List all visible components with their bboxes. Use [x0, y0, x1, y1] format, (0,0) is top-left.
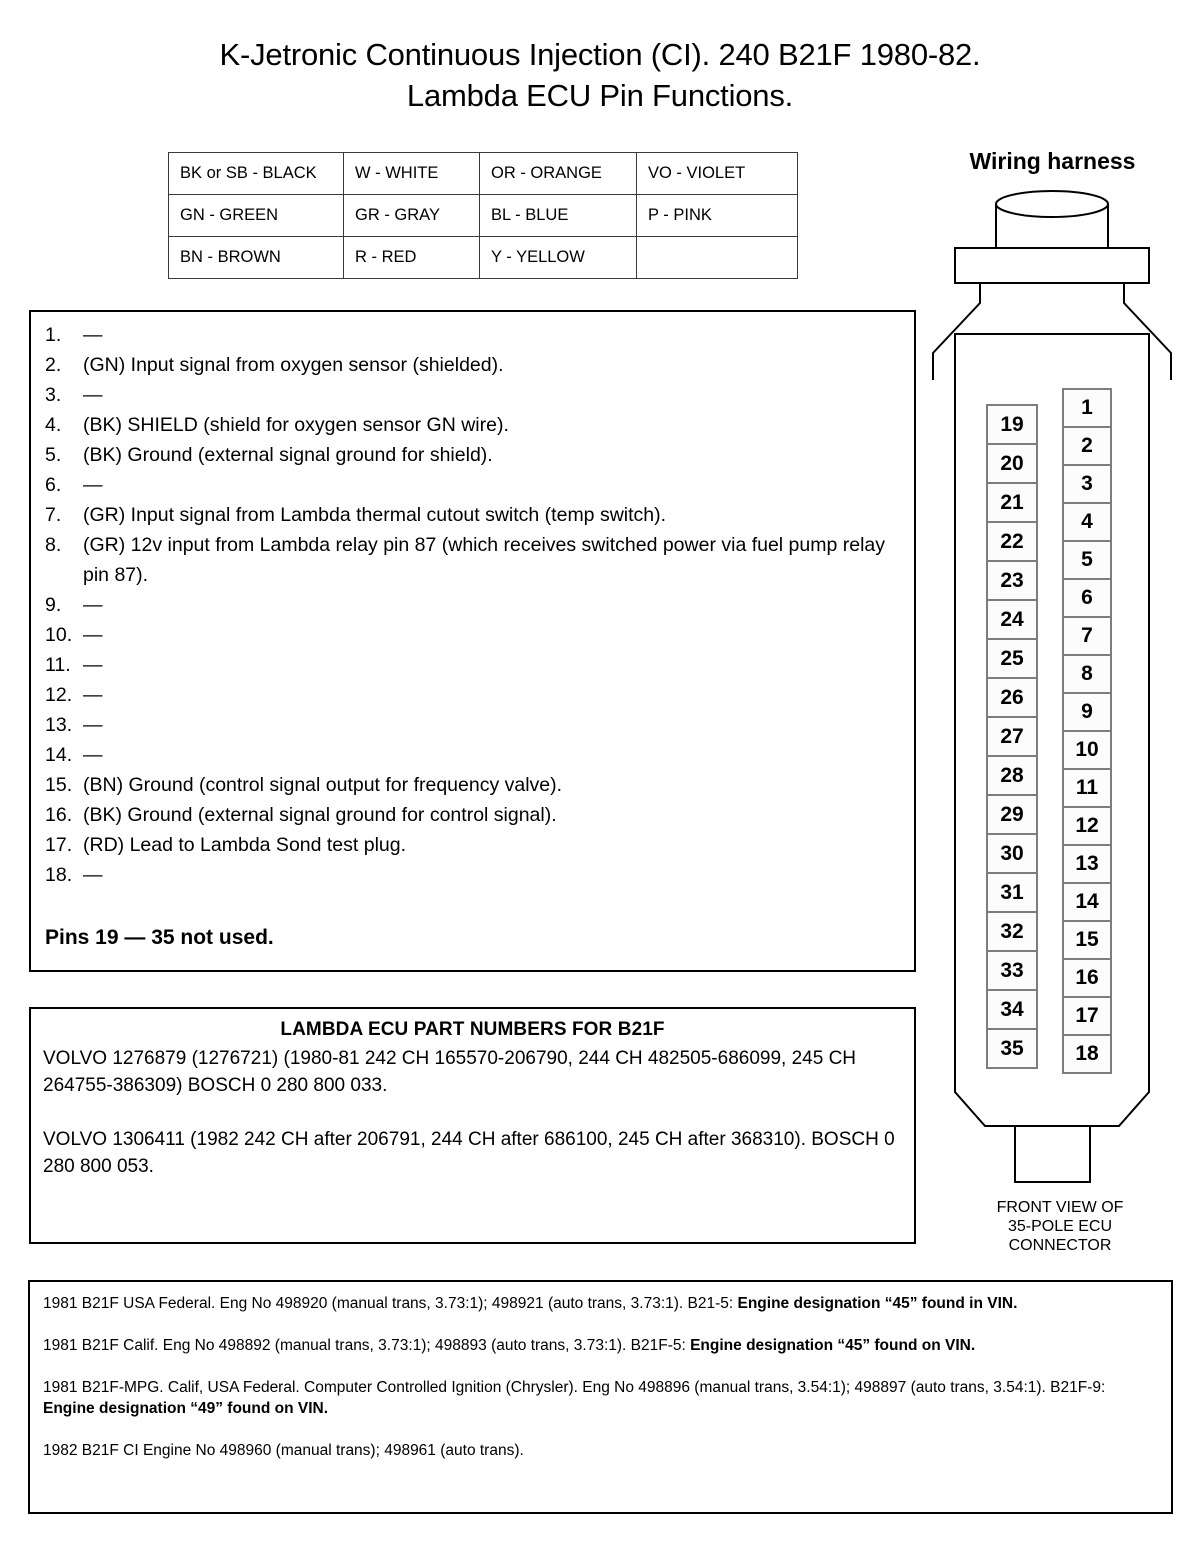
pin-number: 12. [45, 684, 73, 706]
engine-note-text: 1981 B21F Calif. Eng No 498892 (manual trans, 3.73:1); 498893 (auto trans, 3.73:1). B21F-5: [43, 1337, 691, 1354]
connector-pin-32: 32 [986, 911, 1038, 952]
pin-description: (BN) Ground (control signal output for frequency valve). [83, 774, 563, 796]
pin-description: — [83, 624, 103, 646]
page-title [0, 34, 1200, 116]
wire-color-legend-table [168, 152, 798, 279]
connector-pin-2: 2 [1062, 426, 1112, 466]
connector-pin-30: 30 [986, 833, 1038, 874]
legend-cell: W - WHITE [344, 153, 480, 195]
legend-cell: OR - ORANGE [480, 153, 637, 195]
connector-pin-11: 11 [1062, 768, 1112, 808]
connector-pin-26: 26 [986, 677, 1038, 718]
pin-function-row [45, 620, 905, 650]
pin-function-row [45, 500, 905, 530]
caption-line-3: CONNECTOR [1008, 1237, 1112, 1254]
connector-pin-20: 20 [986, 443, 1038, 484]
pin-number: 13. [45, 714, 73, 736]
pin-number: 9. [45, 594, 62, 616]
connector-bottom-stub [1015, 1126, 1090, 1182]
connector-pin-33: 33 [986, 950, 1038, 991]
connector-pin-19: 19 [986, 404, 1038, 445]
title-line-2: Lambda ECU Pin Functions. [406, 78, 794, 113]
pin-function-row [45, 770, 905, 800]
pin-function-row [45, 530, 905, 590]
pin-description: (BK) Ground (external signal ground for control signal). [83, 804, 557, 826]
pin-description: (GN) Input signal from oxygen sensor (shielded). [83, 354, 504, 376]
cable-top-ellipse [996, 191, 1108, 217]
pin-description: — [83, 474, 103, 496]
pin-number: 14. [45, 744, 73, 766]
pin-description: (RD) Lead to Lambda Sond test plug. [83, 834, 407, 856]
pin-number: 7. [45, 504, 62, 526]
legend-cell: Y - YELLOW [480, 237, 637, 279]
legend-cell [637, 237, 798, 279]
pin-description: (GR) Input signal from Lambda thermal cutout switch (temp switch). [83, 504, 667, 526]
table-row [169, 153, 798, 195]
connector-pin-18: 18 [1062, 1034, 1112, 1074]
legend-cell: R - RED [344, 237, 480, 279]
pin-description: (BK) Ground (external signal ground for shield). [83, 444, 493, 466]
pin-function-row [45, 800, 905, 830]
pin-description: — [83, 744, 103, 766]
engine-note-text: 1981 B21F-MPG. Calif, USA Federal. Computer Controlled Ignition (Chrysler). Eng No 498896 (manual trans, 3.54:1); 498897 (auto trans, 3.54:1). B21F-9: [43, 1379, 1106, 1396]
pin-function-row [45, 860, 905, 890]
pin-column-right [1062, 388, 1112, 1074]
table-row [169, 237, 798, 279]
caption-line-1: FRONT VIEW OF [996, 1199, 1124, 1216]
connector-pin-13: 13 [1062, 844, 1112, 884]
pin-description: — [83, 714, 103, 736]
legend-cell: P - PINK [637, 195, 798, 237]
engine-notes-list [43, 1293, 1158, 1482]
connector-pin-14: 14 [1062, 882, 1112, 922]
pin-description: — [83, 324, 103, 346]
legend-cell: GR - GRAY [344, 195, 480, 237]
pin-description: — [83, 864, 103, 886]
pin-function-row [45, 830, 905, 860]
pin-description: (GR) 12v input from Lambda relay pin 87 (which receives switched power via fuel pump relay pin 87). [83, 534, 886, 586]
ecu-connector-diagram [905, 148, 1200, 1263]
pin-function-row [45, 740, 905, 770]
engine-designation-emphasis: Engine designation “45” found in VIN. [737, 1295, 1018, 1312]
part-numbers-heading: LAMBDA ECU PART NUMBERS FOR B21F [280, 1019, 665, 1040]
connector-pin-16: 16 [1062, 958, 1112, 998]
connector-pin-21: 21 [986, 482, 1038, 523]
part-numbers-paragraph: VOLVO 1276879 (1276721) (1980-81 242 CH 165570-206790, 244 CH 482505-686099, 245 CH 264755-386309) BOSCH 0 280 800 033. [43, 1048, 857, 1096]
legend-cell: BL - BLUE [480, 195, 637, 237]
engine-designation-emphasis: Engine designation “49” found on VIN. [43, 1400, 329, 1417]
connector-pin-15: 15 [1062, 920, 1112, 960]
connector-pin-17: 17 [1062, 996, 1112, 1036]
connector-pin-3: 3 [1062, 464, 1112, 504]
part-numbers-box [29, 1007, 916, 1244]
pin-function-row [45, 680, 905, 710]
engine-note [43, 1377, 1158, 1419]
pin-number: 10. [45, 624, 73, 646]
connector-body [955, 334, 1149, 1126]
connector-pin-29: 29 [986, 794, 1038, 835]
pin-functions-list [45, 320, 905, 890]
legend-cell: BN - BROWN [169, 237, 344, 279]
engine-note-text: 1981 B21F USA Federal. Eng No 498920 (manual trans, 3.73:1); 498921 (auto trans, 3.73:1). B21-5: [43, 1295, 738, 1312]
connector-pin-23: 23 [986, 560, 1038, 601]
connector-pin-25: 25 [986, 638, 1038, 679]
pin-description: — [83, 594, 103, 616]
pin-description: — [83, 684, 103, 706]
pin-function-row [45, 320, 905, 350]
pin-number: 15. [45, 774, 73, 796]
legend-cell: BK or SB - BLACK [169, 153, 344, 195]
engine-note [43, 1440, 1158, 1461]
connector-pin-8: 8 [1062, 654, 1112, 694]
engine-note [43, 1335, 1158, 1356]
legend-cell: GN - GREEN [169, 195, 344, 237]
pin-function-row [45, 650, 905, 680]
pin-number: 4. [45, 414, 62, 436]
pin-number: 17. [45, 834, 73, 856]
pins-not-used-note: Pins 19 — 35 not used. [45, 926, 274, 949]
caption-line-2: 35-POLE ECU [1007, 1218, 1113, 1235]
pin-description: — [83, 654, 103, 676]
part-numbers-paragraph: VOLVO 1306411 (1982 242 CH after 206791, 244 CH after 686100, 245 CH after 368310). BOSCH 0 280 800 053. [43, 1129, 895, 1177]
pin-function-row [45, 470, 905, 500]
connector-pin-4: 4 [1062, 502, 1112, 542]
title-line-1: K-Jetronic Continuous Injection (CI). 240 B21F 1980-82. [219, 37, 981, 72]
engine-designation-emphasis: Engine designation “45” found on VIN. [690, 1337, 976, 1354]
pin-function-row [45, 710, 905, 740]
connector-pin-6: 6 [1062, 578, 1112, 618]
legend-cell: VO - VIOLET [637, 153, 798, 195]
wiring-harness-label: Wiring harness [969, 148, 1136, 174]
pin-description: — [83, 384, 103, 406]
pin-number: 1. [45, 324, 62, 346]
connector-pin-28: 28 [986, 755, 1038, 796]
connector-pin-9: 9 [1062, 692, 1112, 732]
pin-number: 5. [45, 444, 62, 466]
connector-pin-34: 34 [986, 989, 1038, 1030]
engine-note-text: 1982 B21F CI Engine No 498960 (manual trans); 498961 (auto trans). [43, 1442, 524, 1459]
connector-pin-12: 12 [1062, 806, 1112, 846]
connector-pin-27: 27 [986, 716, 1038, 757]
connector-pin-31: 31 [986, 872, 1038, 913]
connector-pin-35: 35 [986, 1028, 1038, 1069]
connector-pin-5: 5 [1062, 540, 1112, 580]
pin-function-row [45, 440, 905, 470]
connector-pin-1: 1 [1062, 388, 1112, 428]
pin-functions-box [29, 310, 916, 972]
pin-description: (BK) SHIELD (shield for oxygen sensor GN wire). [83, 414, 509, 436]
connector-pin-7: 7 [1062, 616, 1112, 656]
paragraph-spacer [43, 1099, 905, 1126]
pin-number: 6. [45, 474, 62, 496]
engine-notes-box [28, 1280, 1173, 1514]
pin-function-row [45, 350, 905, 380]
pin-number: 2. [45, 354, 62, 376]
connector-caption [965, 1198, 1155, 1255]
connector-outline-graphic [905, 148, 1200, 1263]
table-row [169, 195, 798, 237]
legend-body [169, 153, 798, 279]
pin-number: 3. [45, 384, 62, 406]
engine-note [43, 1293, 1158, 1314]
pin-column-left [986, 404, 1038, 1069]
pin-number: 18. [45, 864, 73, 886]
pin-function-row [45, 380, 905, 410]
connector-pin-24: 24 [986, 599, 1038, 640]
pin-number: 11. [45, 654, 71, 676]
pin-function-row [45, 590, 905, 620]
part-numbers-body [43, 1045, 905, 1180]
connector-pin-22: 22 [986, 521, 1038, 562]
pin-number: 16. [45, 804, 73, 826]
connector-pin-10: 10 [1062, 730, 1112, 770]
pin-number: 8. [45, 534, 62, 556]
pin-function-row [45, 410, 905, 440]
connector-flange [955, 248, 1149, 283]
